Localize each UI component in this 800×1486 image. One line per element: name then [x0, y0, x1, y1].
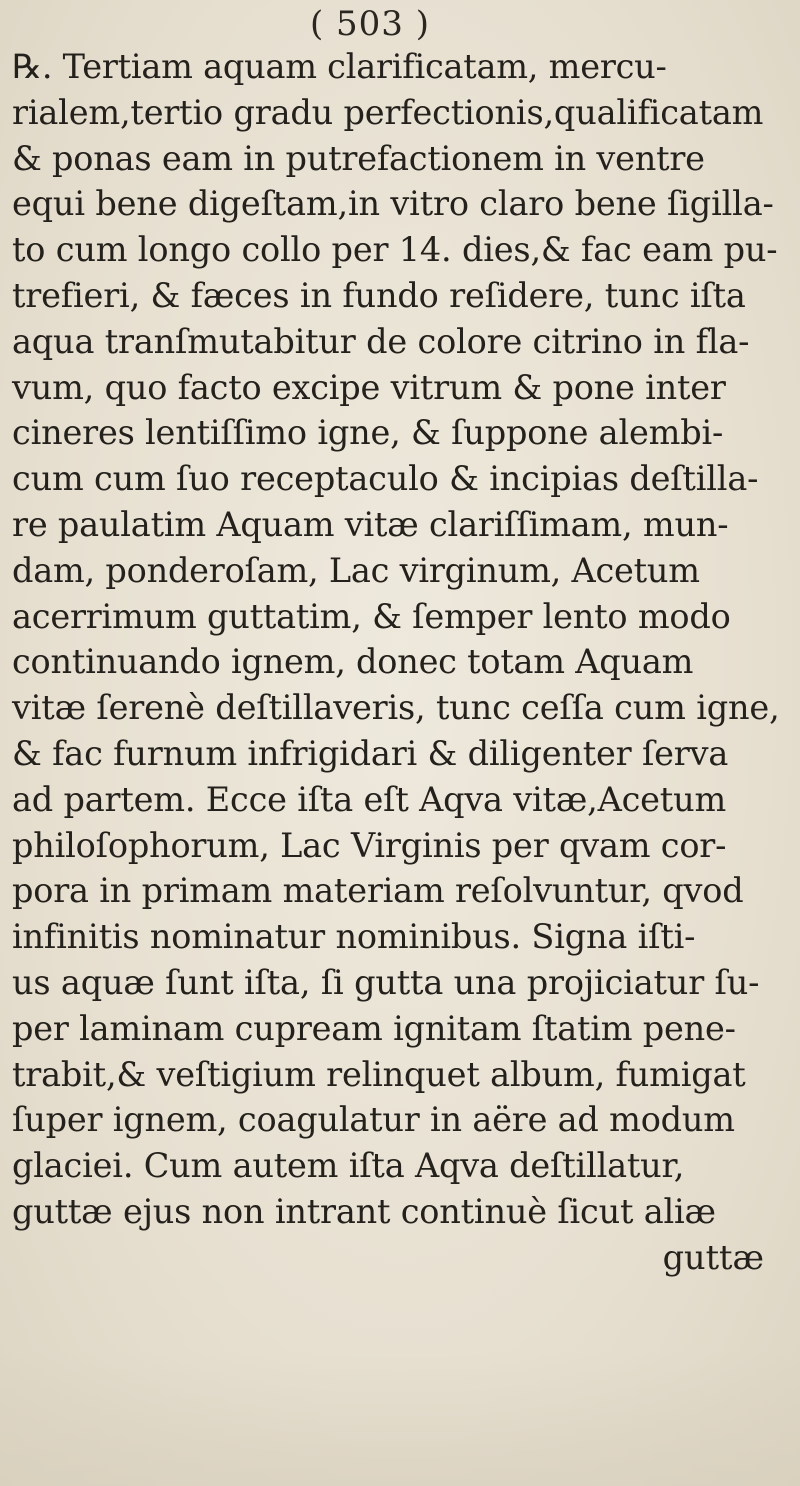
text-line: dam, ponderoſam, Lac virginum, Acetum — [12, 550, 700, 590]
text-line: rialem,tertio gradu perfectionis,qualificatam — [12, 92, 764, 132]
body-text — [12, 44, 792, 1281]
text-line: vum, quo facto excipe vitrum & pone inter — [12, 367, 726, 407]
text-line: infinitis nominatur nominibus. Signa iſti- — [12, 917, 696, 957]
text-line: pora in primam materiam reſolvuntur, qvod — [12, 871, 744, 911]
text-line: ad partem. Ecce iſta eſt Aqva vitæ,Acetum — [12, 779, 727, 819]
paper-shadow — [0, 1350, 800, 1486]
text-line: trabit,& veſtigium relinquet album, fumigat — [12, 1054, 746, 1094]
text-line: glaciei. Cum autem iſta Aqva deſtillatur, — [12, 1146, 685, 1186]
text-line: re paulatim Aquam vitæ clariſſimam, mun- — [12, 504, 729, 544]
text-line: equi bene digeſtam,in vitro claro bene ſigilla- — [12, 184, 774, 224]
catchword: guttæ — [662, 1237, 764, 1277]
text-line: trefieri, & fæces in fundo reſidere, tunc iſta — [12, 275, 746, 315]
text-line: guttæ ejus non intrant continuè ſicut aliæ — [12, 1191, 716, 1231]
text-line: & ponas eam in putrefactionem in ventre — [12, 138, 705, 178]
text-line: acerrimum guttatim, & ſemper lento modo — [12, 596, 731, 636]
text-line: to cum longo collo per 14. dies,& fac eam pu- — [12, 230, 778, 270]
text-line: continuando ignem, donec totam Aquam — [12, 642, 694, 682]
text-line: ſuper ignem, coagulatur in aëre ad modum — [12, 1100, 735, 1140]
text-line: vitæ ſerenè deſtillaveris, tunc ceſſa cum igne, — [12, 688, 780, 728]
page-number: ( 503 ) — [309, 4, 431, 44]
text-line: philoſophorum, Lac Virginis per qvam cor- — [12, 825, 727, 865]
text-line: cum cum ſuo receptaculo & incipias deſtilla- — [12, 459, 759, 499]
text-line: per laminam cupream ignitam ſtatim pene- — [12, 1008, 736, 1048]
text-line: ℞. Tertiam aquam clarificatam, mercu- — [12, 47, 667, 86]
text-line: us aquæ ſunt iſta, ſi gutta una projiciatur ſu- — [12, 962, 760, 1002]
text-line: cineres lentiſſimo igne, & ſuppone alembi- — [12, 413, 724, 453]
text-line: aqua tranſmutabitur de colore citrino in fla- — [12, 321, 750, 361]
text-line: & fac furnum infrigidari & diligenter ſerva — [12, 733, 729, 773]
